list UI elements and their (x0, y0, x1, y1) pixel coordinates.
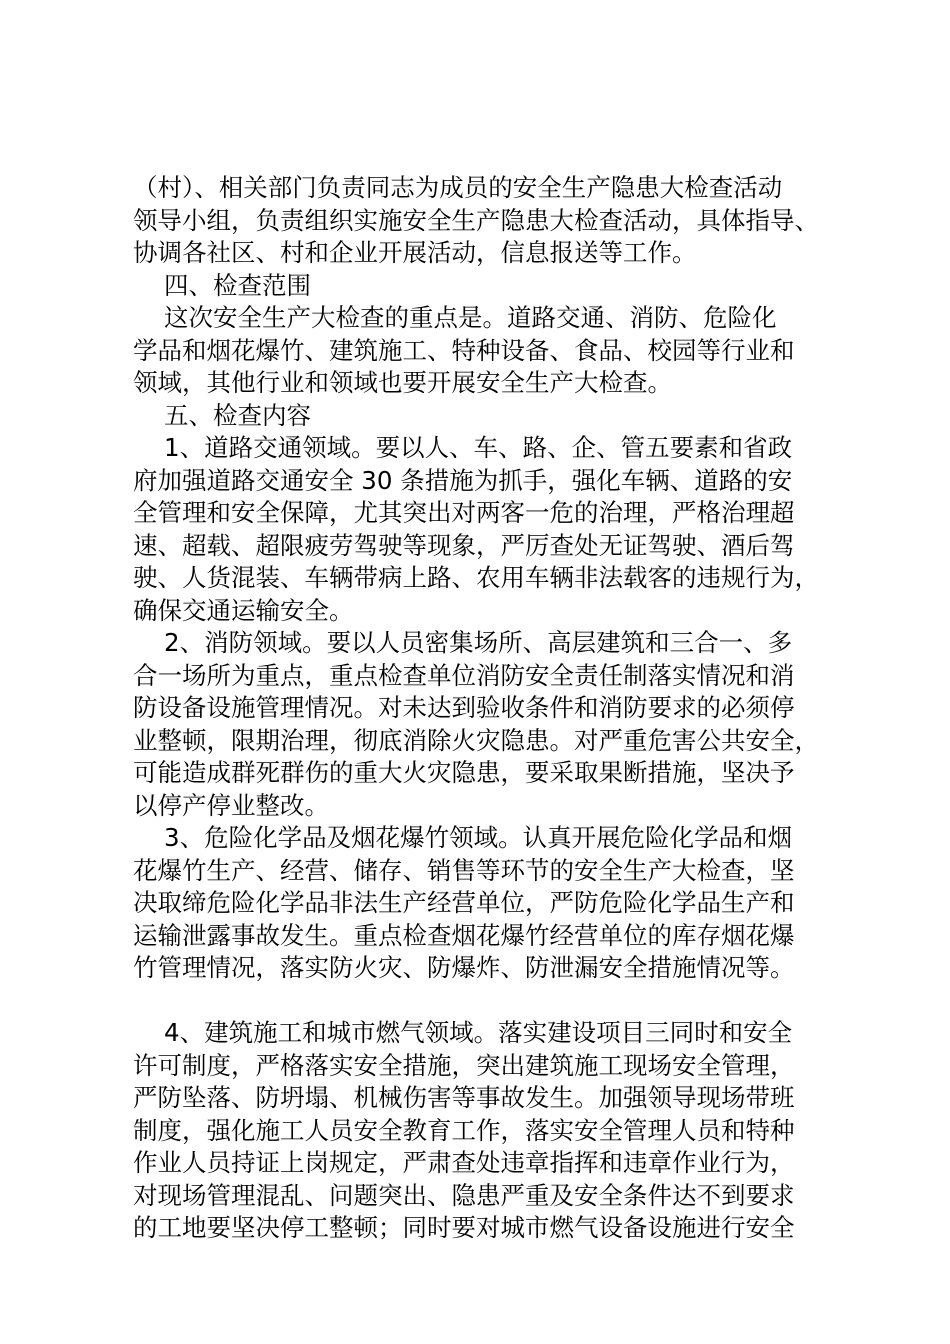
text-line: （村）、相关部门负责同志为成员的安全生产隐患大检查活动 (133, 173, 783, 202)
text-line: 的工地要坚决停工整顿；同时要对城市燃气设备设施进行安全 (133, 1213, 795, 1242)
text-line: 以停产停业整改。 (133, 790, 329, 820)
section-heading: 四、检查范围 (164, 270, 311, 300)
text-line: 可能造成群死群伤的重大火灾隐患，要采取果断措施，坚决予 (133, 758, 795, 787)
text-line: 业整顿，限期治理，彻底消除火灾隐患。对严重危害公共安全， (133, 725, 819, 755)
text-line: 协调各社区、村和企业开展活动，信息报送等工作。 (133, 238, 697, 267)
section-heading: 五、检查内容 (164, 400, 311, 430)
text-line: 3、危险化学品及烟花爆竹领域。认真开展危险化学品和烟 (164, 823, 793, 852)
text-line: 4、建筑施工和城市燃气领域。落实建设项目三同时和安全 (164, 1018, 793, 1047)
text-line: 决取缔危险化学品非法生产经营单位，严防危险化学品生产和 (133, 888, 795, 917)
text-line: 制度，强化施工人员安全教育工作，落实安全管理人员和特种 (133, 1115, 795, 1145)
text-line: 领导小组，负责组织实施安全生产隐患大检查活动，具体指导、 (133, 205, 819, 235)
text-line: 运输泄露事故发生。重点检查烟花爆竹经营单位的库存烟花爆 (133, 920, 795, 950)
text-line: 速、超载、超限疲劳驾驶等现象，严厉查处无证驾驶、酒后驾 (133, 530, 795, 560)
text-line: 许可制度，严格落实安全措施，突出建筑施工现场安全管理， (133, 1050, 795, 1080)
text-line: 学品和烟花爆竹、建筑施工、特种设备、食品、校园等行业和 (133, 335, 795, 365)
text-line: 全管理和安全保障，尤其突出对两客一危的治理，严格治理超 (133, 498, 795, 527)
text-line: 对现场管理混乱、问题突出、隐患严重及安全条件达不到要求 (133, 1180, 795, 1210)
text-line: 领域，其他行业和领域也要开展安全生产大检查。 (133, 368, 672, 397)
text-line: 合一场所为重点，重点检查单位消防安全责任制落实情况和消 (133, 660, 795, 690)
text-line: 1、道路交通领域。要以人、车、路、企、管五要素和省政 (164, 433, 793, 462)
text-line: 作业人员持证上岗规定，严肃查处违章指挥和违章作业行为， (133, 1148, 795, 1177)
text-line: 确保交通运输安全。 (133, 595, 354, 625)
text-line: 府加强道路交通安全 30 条措施为抓手，强化车辆、道路的安 (133, 465, 793, 495)
blank-line (133, 985, 833, 1018)
text-line: 竹管理情况，落实防火灾、防爆炸、防泄漏安全措施情况等。 (133, 953, 795, 982)
document-body (133, 172, 833, 1245)
text-line: 驶、人货混装、车辆带病上路、农用车辆非法载客的违规行为， (133, 563, 819, 592)
text-line: 花爆竹生产、经营、储存、销售等环节的安全生产大检查，坚 (133, 855, 795, 885)
text-line: 这次安全生产大检查的重点是。道路交通、消防、危险化 (164, 303, 777, 332)
text-line: 严防坠落、防坍塌、机械伤害等事故发生。加强领导现场带班 (133, 1083, 795, 1112)
text-line: 2、消防领域。要以人员密集场所、高层建筑和三合一、多 (164, 628, 793, 657)
text-line: 防设备设施管理情况。对未达到验收条件和消防要求的必须停 (133, 693, 795, 722)
